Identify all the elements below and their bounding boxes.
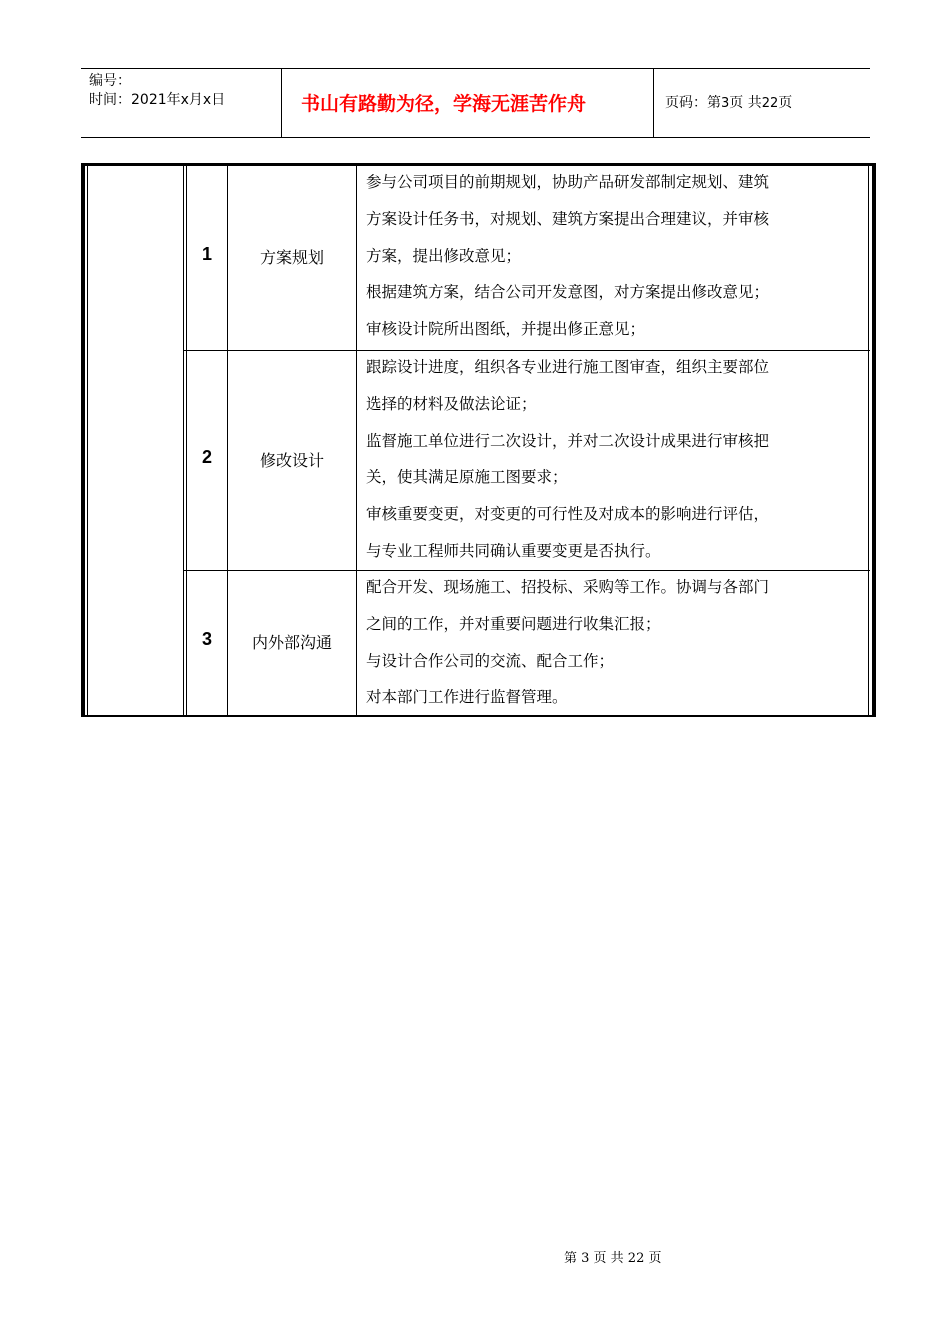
description-line: 方案设计任务书，对规划、建筑方案提出合理建议，并审核	[366, 209, 770, 228]
header-page-info	[665, 95, 792, 112]
row-description	[366, 164, 872, 348]
page-label-prefix: 页码：第	[665, 95, 721, 111]
row-number: 2	[201, 447, 212, 467]
header-motto-cell	[281, 69, 654, 137]
page-label-suffix: 页	[778, 95, 793, 111]
page-current: 3	[721, 96, 730, 111]
description-line: 之间的工作，并对重要问题进行收集汇报；	[366, 614, 661, 633]
description-line: 方案，提出修改意见；	[366, 246, 522, 265]
document-date: 时间：2021年x月x日	[89, 92, 226, 108]
description-line: 参与公司项目的前期规划，协助产品研发部制定规划、建筑	[366, 173, 770, 191]
page-footer: 第 3 页 共 22 页	[564, 1251, 662, 1266]
responsibilities-table	[81, 163, 876, 717]
description-line: 与设计合作公司的交流、配合工作；	[366, 651, 615, 670]
description-line: 审核重要变更，对变更的可行性及对成本的影响进行评估，	[366, 505, 770, 524]
document-code-label: 编号：	[89, 73, 131, 89]
description-line: 跟踪设计进度，组织各专业进行施工图审查，组织主要部位	[366, 358, 770, 376]
header-meta-cell	[81, 69, 282, 137]
row-number: 1	[201, 244, 212, 264]
row-title: 内外部沟通	[251, 633, 332, 652]
col-divider-1	[183, 163, 184, 717]
row-description	[366, 349, 872, 570]
description-line: 监督施工单位进行二次设计，并对二次设计成果进行审核把	[366, 431, 770, 450]
table-border-left	[81, 163, 85, 717]
row-description	[366, 569, 872, 716]
row-number: 3	[201, 629, 212, 649]
description-line: 关，使其满足原施工图要求；	[366, 468, 568, 487]
table-border-right	[872, 163, 876, 717]
description-line: 审核设计院所出图纸，并提出修正意见；	[366, 320, 646, 339]
col-divider-3	[356, 163, 357, 717]
row-title: 修改设计	[259, 451, 324, 470]
row-title: 方案规划	[259, 248, 324, 267]
page-header	[81, 68, 870, 138]
page-total: 22	[761, 96, 779, 111]
description-line: 对本部门工作进行监督管理。	[366, 688, 568, 707]
table-border-left-inner	[87, 163, 88, 717]
description-line: 根据建筑方案，结合公司开发意图，对方案提出修改意见；	[366, 283, 770, 302]
description-line: 与专业工程师共同确认重要变更是否执行。	[366, 541, 661, 560]
header-motto: 书山有路勤为径，学海无涯苦作舟	[301, 93, 587, 115]
page-label-mid: 页 共	[729, 95, 762, 111]
description-line: 选择的材料及做法论证；	[366, 394, 537, 413]
description-line: 配合开发、现场施工、招投标、采购等工作。协调与各部门	[366, 578, 770, 596]
